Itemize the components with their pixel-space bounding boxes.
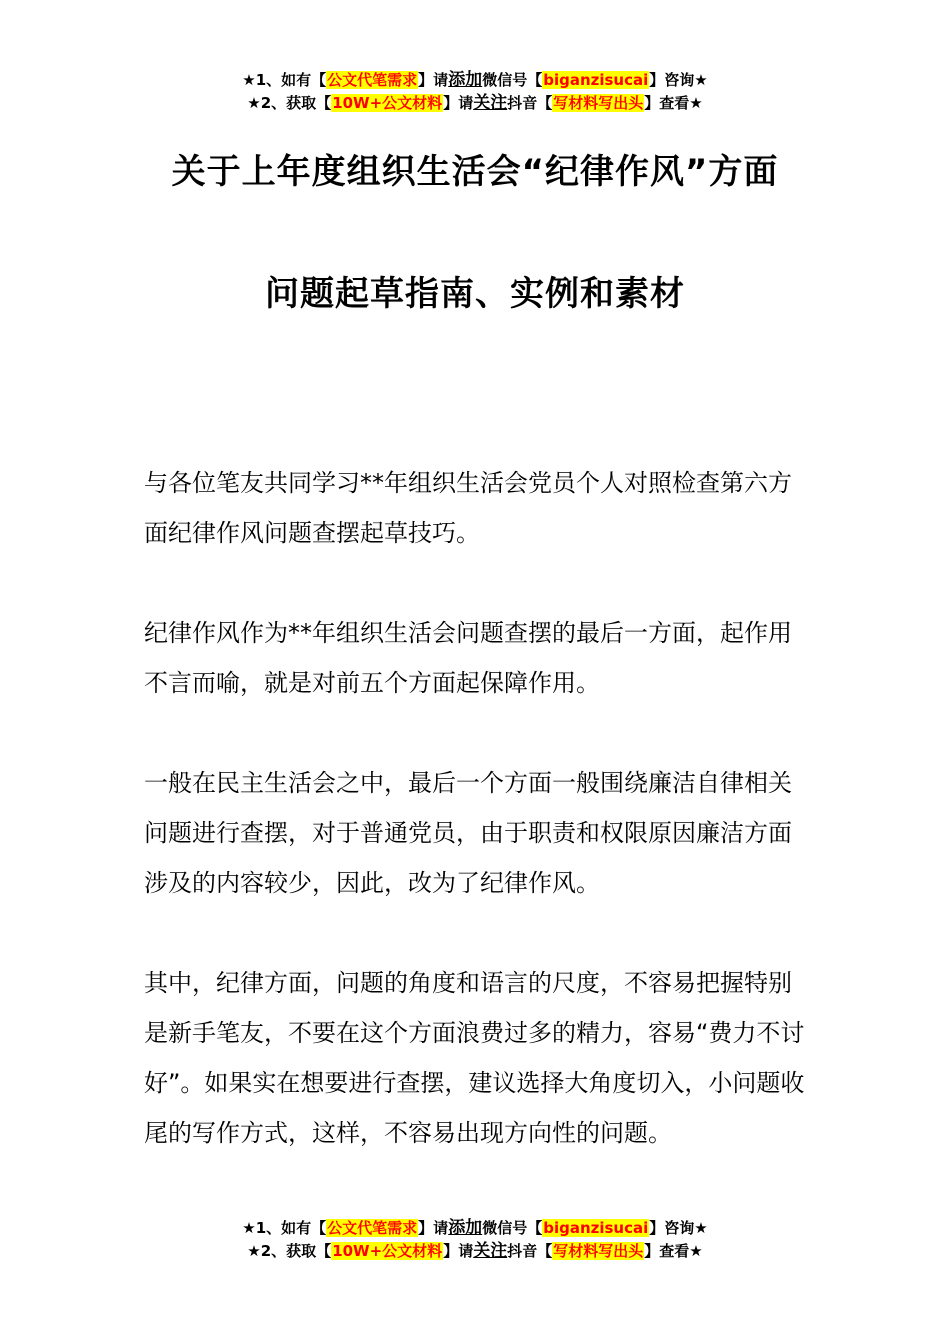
promo-emphasis: 添加 bbox=[448, 1218, 483, 1238]
promo-highlight: 10W+公文材料 bbox=[332, 1242, 443, 1260]
document-title-line-2: 问题起草指南、实例和素材 bbox=[265, 274, 685, 314]
promo-douyin-id: 写材料写出头 bbox=[553, 1242, 644, 1260]
promo-line-2 bbox=[0, 92, 950, 115]
promo-text: 】咨询★ bbox=[649, 71, 708, 89]
promo-emphasis: 添加 bbox=[448, 70, 483, 90]
document-title-line-1: 关于上年度组织生活会“纪律作风”方面 bbox=[171, 152, 779, 192]
promo-highlight: 10W+公文材料 bbox=[332, 94, 443, 112]
footer-promo-banner bbox=[0, 1217, 950, 1263]
promo-text: 】请 bbox=[418, 1219, 449, 1237]
promo-text: 抖音【 bbox=[507, 1242, 553, 1260]
promo-wechat-id: biganzisucai bbox=[543, 71, 649, 89]
promo-text: ★2、获取【 bbox=[247, 1242, 332, 1260]
promo-text: 】请 bbox=[443, 1242, 474, 1260]
promo-text: ★1、如有【 bbox=[242, 71, 327, 89]
promo-emphasis: 关注 bbox=[473, 93, 508, 113]
promo-text: 】查看★ bbox=[644, 1242, 703, 1260]
promo-text: 微信号【 bbox=[482, 71, 543, 89]
promo-wechat-id: biganzisucai bbox=[543, 1219, 649, 1237]
document-body bbox=[144, 458, 808, 1158]
promo-line-2 bbox=[0, 1240, 950, 1263]
promo-text: 微信号【 bbox=[482, 1219, 543, 1237]
promo-douyin-id: 写材料写出头 bbox=[553, 94, 644, 112]
body-paragraph: 纪律作风作为**年组织生活会问题查摆的最后一方面，起作用不言而喻，就是对前五个方面起保障作用。 bbox=[144, 619, 792, 697]
body-paragraph: 与各位笔友共同学习**年组织生活会党员个人对照检查第六方面纪律作风问题查摆起草技巧。 bbox=[144, 469, 792, 547]
promo-line-1 bbox=[0, 1217, 950, 1240]
promo-highlight: 公文代笔需求 bbox=[327, 1219, 418, 1237]
promo-text: 】查看★ bbox=[644, 94, 703, 112]
promo-text: ★1、如有【 bbox=[242, 1219, 327, 1237]
promo-highlight: 公文代笔需求 bbox=[327, 71, 418, 89]
promo-text: ★2、获取【 bbox=[247, 94, 332, 112]
promo-text: 】请 bbox=[418, 71, 449, 89]
promo-text: 抖音【 bbox=[507, 94, 553, 112]
promo-text: 】请 bbox=[443, 94, 474, 112]
promo-text: 】咨询★ bbox=[649, 1219, 708, 1237]
promo-emphasis: 关注 bbox=[473, 1241, 508, 1261]
body-paragraph: 一般在民主生活会之中，最后一个方面一般围绕廉洁自律相关问题进行查摆，对于普通党员，由于职责和权限原因廉洁方面涉及的内容较少，因此，改为了纪律作风。 bbox=[144, 769, 792, 897]
body-paragraph: 其中，纪律方面，问题的角度和语言的尺度，不容易把握特别是新手笔友，不要在这个方面浪费过多的精力，容易“费力不讨好”。如果实在想要进行查摆，建议选择大角度切入，小问题收尾的写作方式，这样，不容易出现方向性的问题。 bbox=[144, 969, 805, 1147]
header-promo-banner bbox=[0, 69, 950, 115]
promo-line-1 bbox=[0, 69, 950, 92]
